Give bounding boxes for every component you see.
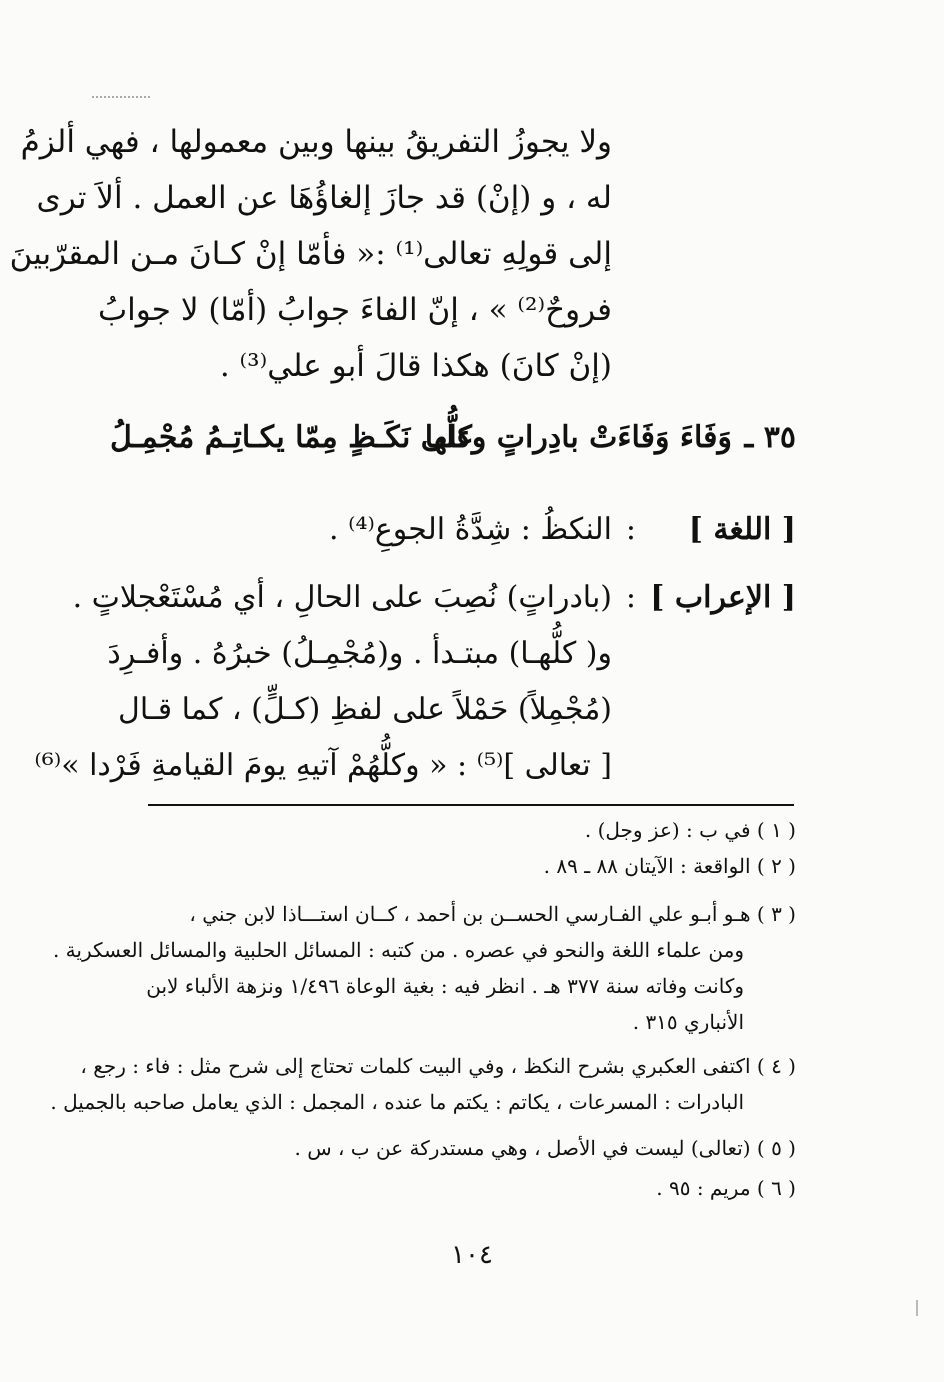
verse-first-half: وَفَاءَ وَفَاءَتْ بادِراتٍ وكلُّها <box>424 420 732 455</box>
intro-line-2: له ، و (إنْ) قد جازَ إلغاؤُهَا عن العمل . ألاَ ترى <box>36 180 612 216</box>
footnote-5: ( ٥ ) (تعالى) ليست في الأصل ، وهي مستدركة عن ب ، س . <box>294 1136 796 1160</box>
irab-line-1: (بادراتٍ) نُصِبَ على الحالِ ، أي مُسْتَعْجلاتٍ . <box>72 580 612 615</box>
page-number: ١٠٤ <box>451 1240 493 1270</box>
intro-line-4: فروحٌ⁽²⁾ » ، إنّ الفاءَ جوابُ (أمّا) لا جوابُ <box>97 292 612 328</box>
irab-label: [ الإعراب ] <box>650 580 796 615</box>
irab-line-4: [ تعالى ]⁽⁵⁾ : « وكلُّهُمْ آتيهِ يومَ القيامةِ فَرْدا »⁽⁶⁾ <box>34 748 612 783</box>
footnote-1: ( ١ ) في ب : (عز وجل) . <box>584 818 796 842</box>
footnote-2: ( ٢ ) الواقعة : الآيتان ٨٨ ـ ٨٩ . <box>543 854 796 878</box>
intro-line-1: ولا يجوزُ التفريقُ بينها وبين معمولها ، فهي ألزمُ <box>20 124 612 160</box>
footnote-3-line-3: وكانت وفاته سنة ٣٧٧ هـ . انظر فيه : بغية الوعاة ١/٤٩٦ ونزهة الألباء لابن <box>146 974 744 998</box>
scan-artifact <box>92 96 150 100</box>
footnote-6: ( ٦ ) مريم : ٩٥ . <box>656 1176 796 1200</box>
verse-second-half: على نَكَـظٍ مِمّا يكـاتِـمُ مُجْمِـلُ <box>110 420 474 455</box>
footnote-rule <box>148 804 794 806</box>
verse-number: ٣٥ ـ <box>744 420 796 455</box>
scan-artifact-mark <box>916 1300 918 1316</box>
irab-line-3: (مُجْمِلاً) حَمْلاً على لفظِ (كـلٍّ) ، كما قـال <box>118 692 612 727</box>
footnote-4-line-2: البادرات : المسرعات ، يكاتم : يكتم ما عنده ، المجمل : الذي يعامل صاحبه بالجميل . <box>50 1090 744 1114</box>
lugha-text: النكظُ : شِدَّةُ الجوعِ⁽⁴⁾ . <box>329 512 612 547</box>
footnote-3-line-2: ومن علماء اللغة والنحو في عصره . من كتبه : المسائل الحلبية والمسائل العسكرية . <box>52 938 744 962</box>
lugha-separator: : <box>625 512 636 547</box>
footnote-3-line-4: الأنباري ٣١٥ . <box>632 1010 744 1034</box>
footnote-4-line-1: ( ٤ ) اكتفى العكبري بشرح النكظ ، وفي البيت كلمات تحتاج إلى شرح مثل : فاء : رجع ، <box>80 1054 796 1078</box>
lugha-label: [ اللغة ] <box>688 512 796 547</box>
intro-line-5: (إنْ كانَ) هكذا قالَ أبو علي⁽³⁾ . <box>219 348 612 384</box>
irab-separator: : <box>625 580 636 615</box>
footnote-3-line-1: ( ٣ ) هـو أبـو علي الفـارسي الحســن بن أحمد ، كــان استـــاذا لابن جني ، <box>189 902 796 926</box>
intro-line-3: إلى قولِهِ تعالى⁽¹⁾ :« فأمّا إنْ كـانَ مـن المقرّبينَ <box>9 236 612 272</box>
irab-line-2: و( كلُّهـا) مبتـدأ . و(مُجْمِـلُ) خبرُهُ . وأفـرِدَ <box>107 636 612 671</box>
